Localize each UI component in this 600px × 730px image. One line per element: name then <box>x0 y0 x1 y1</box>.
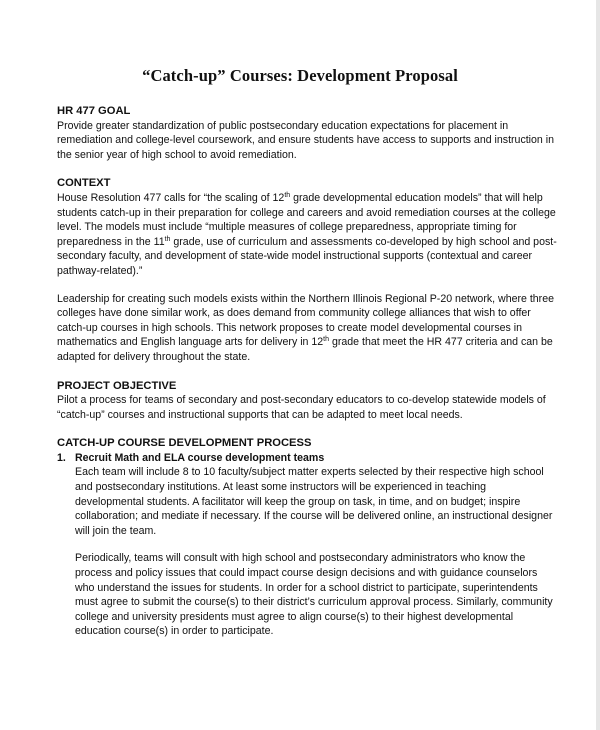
list-item-paragraph-2: Periodically, teams will consult with high school and postsecondary administrators who know the process and policy issues that could impact course design decisions and with guidance counselors who understand the issues for students. In order for a school district to participate, superintendents must agree to submit the course(s) to their district’s curriculum approval process. Similarly, community college and university presidents must agree to align course(s) to their highest developmental education course(s) in order to participate. <box>75 552 553 638</box>
list-item-number: 1. <box>57 451 66 464</box>
goal-heading: HR 477 GOAL <box>57 105 131 117</box>
list-item-paragraph-1: Each team will include 8 to 10 faculty/subject matter experts selected by their respective high school and postsecondary institutions. At least some instructors will be experienced in teaching developmental students. A facilitator will keep the group on task, in time, and on budget; inspire collaboration; and mediate if necessary. If the course will be delivered online, an instructional designer will join the team. <box>75 466 553 537</box>
process-heading: CATCH-UP COURSE DEVELOPMENT PROCESS <box>57 437 312 450</box>
goal-section <box>57 104 557 162</box>
context-heading: CONTEXT <box>57 177 111 190</box>
objective-paragraph: Pilot a process for teams of secondary and post-secondary educators to co-develop statewide models of “catch-up” courses and instructional supports that can be adapted to meet local needs. <box>57 394 546 421</box>
objective-section <box>57 379 557 423</box>
process-section <box>57 436 557 639</box>
context-paragraph-2: Leadership for creating such models exists within the Northern Illinois Regional P-20 network, where three colleges have done similar work, as does demand from community college alliances that wish to offer catch-up courses in high schools. This network proposes to create model developmental courses in mathematics and English language arts for delivery in 12th grade that meet the HR 477 criteria and can be adapted for delivery throughout the state. <box>57 292 554 363</box>
context-paragraph-1: House Resolution 477 calls for “the scaling of 12th grade developmental education models” that will help students catch-up in their preparation for college and careers and avoid remediation courses at the college level. The models must include “multiple measures of college preparedness, appropriate timing for preparedness in the 11th grade, use of curriculum and assessments co-developed by high school and post-secondary faculty, and development of state-wide model instructional supports (contextual and career pathway-related).” <box>57 191 557 277</box>
list-item <box>57 451 557 639</box>
context-section <box>57 176 557 364</box>
goal-paragraph: Provide greater standardization of public postsecondary education expectations for placement in remediation and college-level coursework, and ensure students have access to supports and instruction in the senior year of high school to avoid remediation. <box>57 119 555 161</box>
document-title: “Catch-up” Courses: Development Proposal <box>142 66 458 85</box>
objective-heading: PROJECT OBJECTIVE <box>57 379 177 392</box>
list-item-title: Recruit Math and ELA course development teams <box>75 451 325 464</box>
document-body <box>57 104 557 639</box>
